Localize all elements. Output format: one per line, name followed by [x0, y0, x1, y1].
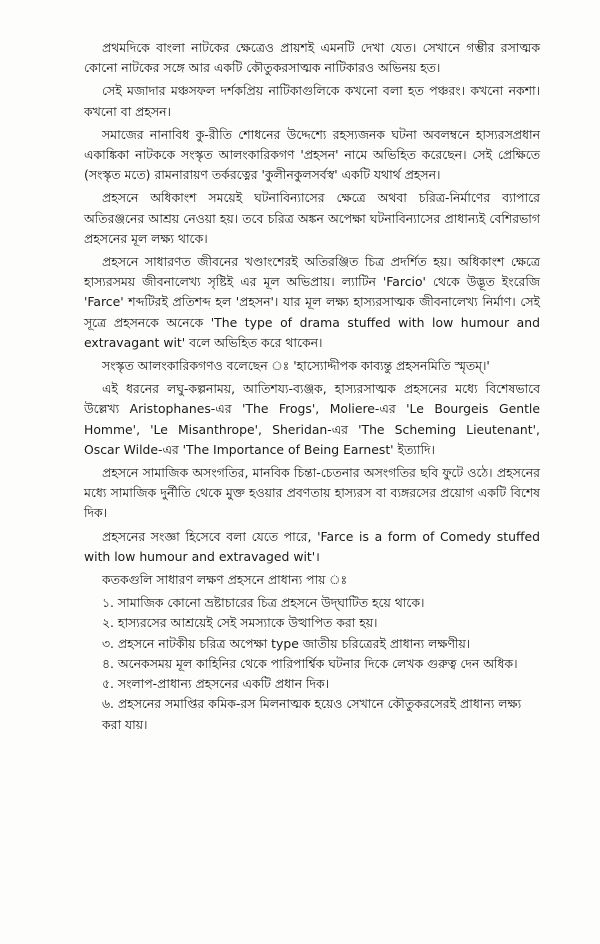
paragraph-intro: প্রথমদিকে বাংলা নাটকের ক্ষেত্রেও প্রায়শই এমনটি দেখা যেত। সেখানে গম্ভীর রসাত্মক কোনো নাটকের সঙ্গে আর একটি কৌতুকরসাত্মক নাটিকারও অভিনয় হত। [84, 40, 540, 76]
paragraph-sanskrit-quote: সংস্কৃত আলংকারিকগণও বলেছেন ঃ 'হাস্যোদ্দীপক কাব্যন্তু প্রহসনমিতি স্মৃতম্।' [102, 358, 490, 374]
paragraph-names: সেই মজাদার মঞ্চসফল দর্শকপ্রিয় নাটিকাগুলিকে কখনো বলা হত পঞ্চরং। কখনো নকশা। কখনো বা প্রহসন। [84, 83, 540, 119]
list-item: ৩. প্রহসনে নাটকীয় চরিত্র অপেক্ষা type জাতীয় চরিত্রেরই প্রাধান্য লক্ষণীয়। [102, 635, 471, 651]
paragraph-definition: সমাজের নানাবিধ কু-রীতি শোধনের উদ্দেশ্যে রহস্যজনক ঘটনা অবলম্বনে হাস্যরসপ্রধান একাঙ্কিকা নাটককে সংস্কৃত আলংকারিকগণ 'প্রহসন' নামে অভিহিত করেছেন। সেই প্রেক্ষিতে (সংস্কৃত মতে) রামনারায়ণ তর্করত্নের 'কুলীনকুলসর্বস্ব' একটি যথার্থ প্রহসন। [84, 126, 540, 183]
paragraph-examples: এই ধরনের লঘু-কল্পনাময়, আতিশয্য-ব্যঞ্জক, হাস্যরসাত্মক প্রহসনের মধ্যে বিশেষভাবে উল্লেখ্য Aristophanes-এর 'The Frogs', Moliere-এর 'Le Bourgeis Gentle Homme', 'Le Misanthrope', Sheridan-এর 'The Scheming Lieutenant', Oscar Wilde-এর 'The Importance of Being Earnest' ইত্যাদি। [84, 381, 540, 457]
paragraph-farce-origin: প্রহসনে সাধারণত জীবনের খণ্ডাংশেরই অতিরঞ্জিত চিত্র প্রদর্শিত হয়। অধিকাংশ ক্ষেত্রে হাস্যরসময় জীবনালেখ্য সৃষ্টিই এর মূল অভিপ্রায়। ল্যাটিন 'Farcio' থেকে উদ্ভূত ইংরেজি 'Farce' শব্দটিরই প্রতিশব্দ হল 'প্রহসন'। যার মূল লক্ষ্য হাস্যরসাত্মক জীবনালেখ্য নির্মাণ। সেই সূত্রে প্রহসনকে অনেকে 'The type of drama stuffed with low humour and extravagant wit' বলে অভিহিত করে থাকেন। [84, 254, 540, 350]
paragraph-social: প্রহসনে সামাজিক অসংগতির, মানবিক চিন্তা-চেতনার অসংগতির ছবি ফুটে ওঠে। প্রহসনের মধ্যে সামাজিক দুর্নীতি থেকে মুক্ত হওয়ার প্রবণতায় হাস্যরস বা ব্যঙ্গরসের প্রয়োগ একটি বিশেষ দিক। [84, 465, 540, 521]
paragraph-features-intro: কতকগুলি সাধারণ লক্ষণ প্রহসনে প্রাধান্য পায় ঃ [102, 572, 348, 588]
list-item: ৬. প্রহসনের সমাপ্তির কমিক-রস মিলনাত্মক হয়েও সেখানে কৌতুকরসেরই প্রাধান্য লক্ষ্য করা যায়। [102, 696, 522, 732]
paragraph-farce-definition: প্রহসনের সংজ্ঞা হিসেবে বলা যেতে পারে, 'Farce is a form of Comedy stuffed with low humour and extravaged wit'। [84, 528, 540, 564]
paragraph-exaggeration: প্রহসনে অধিকাংশ সময়েই ঘটনাবিন্যাসের ক্ষেত্রে অথবা চরিত্র-নির্মাণের ব্যাপারে অতিরঞ্জনের আশ্রয় নেওয়া হয়। তবে চরিত্র অঙ্কন অপেক্ষা ঘটনাবিন্যাসের প্রাধান্যই বেশিরভাগ প্রহসনের মূল লক্ষ্য থাকে। [84, 190, 540, 246]
features-list [84, 593, 540, 734]
list-item: ৫. সংলাপ-প্রাধান্য প্রহসনের একটি প্রধান দিক। [102, 676, 330, 692]
list-item: ২. হাস্যরসের আশ্রয়েই সেই সমস্যাকে উত্থাপিত করা হয়। [102, 615, 378, 631]
list-item: ৪. অনেকসময় মূল কাহিনির থেকে পারিপার্শ্বিক ঘটনার দিকে লেখক গুরুত্ব দেন অধিক। [102, 655, 518, 671]
list-item: ১. সামাজিক কোনো ভ্রষ্টাচারের চিত্র প্রহসনে উদ্‌ঘাটিত হয়ে থাকে। [102, 595, 425, 611]
